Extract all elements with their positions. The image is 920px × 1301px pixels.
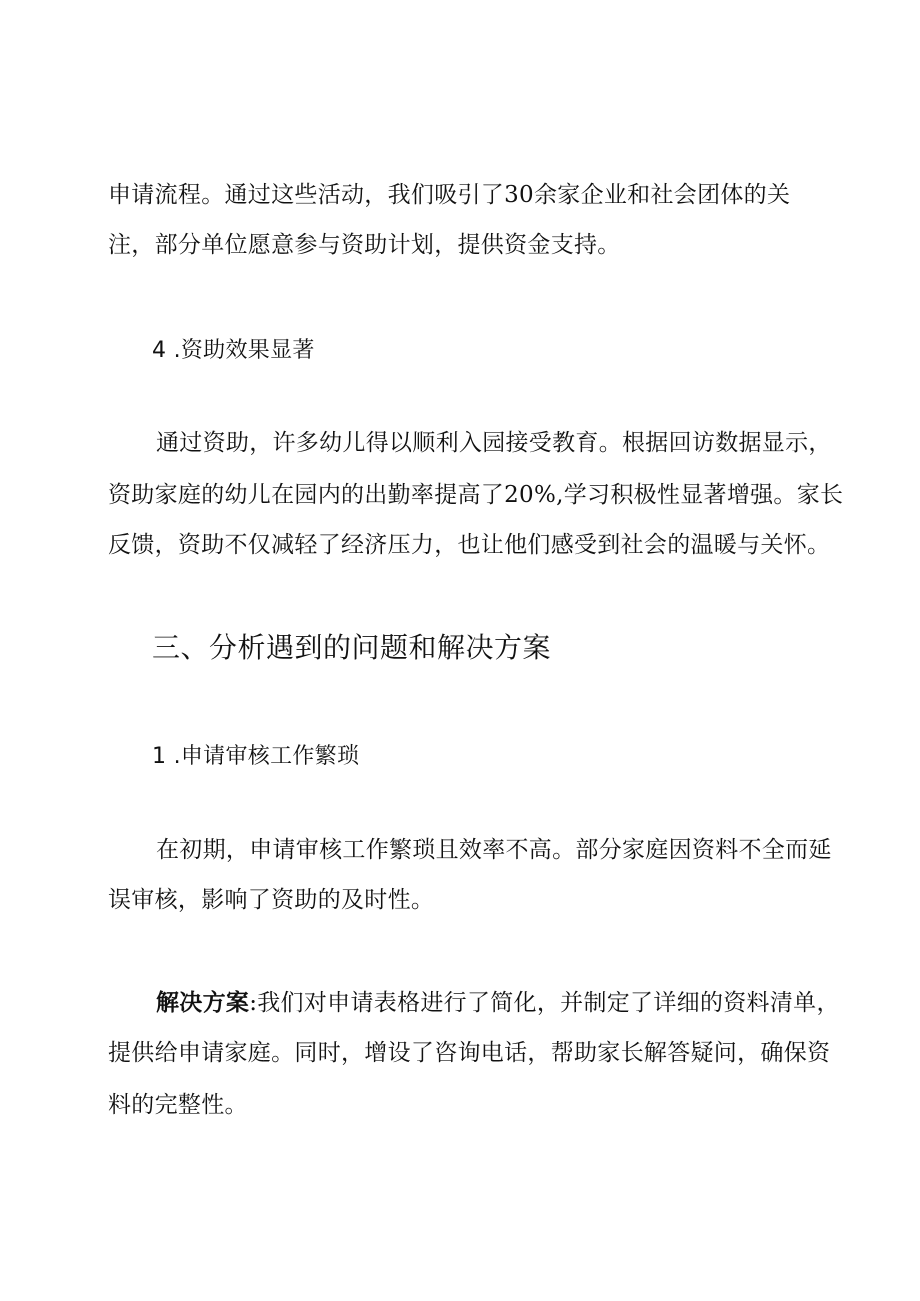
- chapter-heading: 三、分析遇到的问题和解决方案: [152, 631, 552, 664]
- body-text-line: 注，部分单位愿意参与资助计划，提供资金支持。: [108, 232, 621, 258]
- solution-label: 解决方案: [156, 990, 250, 1016]
- body-text-line: 申请流程。通过这些活动，我们吸引了30余家企业和社会团体的关: [108, 182, 791, 208]
- body-text-line: 反馈，资助不仅减轻了经济压力，也让他们感受到社会的温暖与关怀。: [108, 532, 831, 558]
- body-text-line: 提供给申请家庭。同时，增设了咨询电话，帮助家长解答疑问，确保资: [108, 1040, 831, 1066]
- solution-text: :我们对申请表格进行了简化，并制定了详细的资料清单，: [249, 990, 840, 1016]
- body-text-line: 资助家庭的幼儿在园内的出勤率提高了20%,学习积极性显著增强。家长: [108, 482, 844, 508]
- body-text-line: 误审核，影响了资助的及时性。: [108, 887, 435, 913]
- section-heading: 1 .申请审核工作繁琐: [152, 744, 360, 769]
- body-text-line: 在初期，申请审核工作繁琐且效率不高。部分家庭因资料不全而延: [156, 837, 832, 863]
- solution-paragraph-line: [156, 988, 840, 1018]
- section-heading: 4 .资助效果显著: [152, 338, 315, 363]
- body-text-line: 料的完整性。: [108, 1092, 248, 1118]
- body-text-line: 通过资助，许多幼儿得以顺利入园接受教育。根据回访数据显示，: [156, 430, 832, 456]
